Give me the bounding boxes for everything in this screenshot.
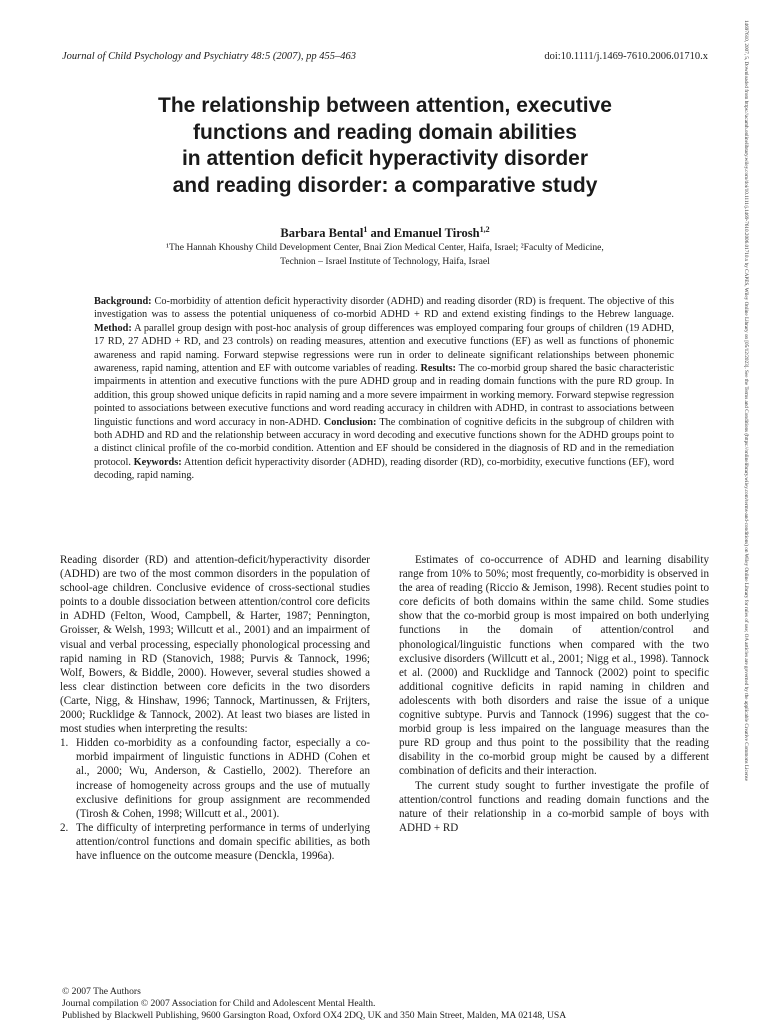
- results-label: Results:: [420, 363, 456, 375]
- title-line: in attention deficit hyperactivity disorder: [181, 147, 589, 170]
- list-item: [60, 736, 370, 821]
- keywords-label: Keywords:: [133, 456, 182, 468]
- footer-line: © 2007 The Authors: [62, 986, 141, 997]
- footer-line: Published by Blackwell Publishing, 9600 Garsington Road, Oxford OX4 2DQ, UK and 350 Main Street, Malden, MA 02148, USA: [62, 1010, 567, 1021]
- list-number: 1.: [60, 737, 69, 750]
- list-item: [60, 821, 370, 863]
- running-header: [62, 50, 708, 64]
- copyright-footer: [62, 986, 722, 1022]
- abstract: [94, 295, 674, 483]
- author-name: Emanuel Tirosh: [393, 226, 480, 241]
- author-affil-mark: 1: [363, 225, 368, 234]
- title-line: functions and reading domain abilities: [193, 120, 577, 144]
- journal-citation: Journal of Child Psychology and Psychiatry 48:5 (2007), pp 455–463: [62, 51, 356, 62]
- author-affil-mark: 1,2: [479, 225, 490, 234]
- list-text: The difficulty of interpreting performance in terms of underlying attention/control functions and domain specific abilities, as both have influence on the outcome measure (Denckla, 1996a).: [76, 821, 370, 862]
- author-list: [60, 222, 710, 241]
- list-text: Hidden co-morbidity as a confounding factor, especially a co-morbid impairment of linguistic functions in ADHD (Cohen et al., 2000; Wu, Anderson, & Castiello, 2002). Therefore an increase of homogeneity across groups and the use of mutually exclusive definitions for group assignment are recommended (Tirosh & Cohen, 1998; Willcutt et al., 2001).: [76, 737, 370, 820]
- results-text: The co-morbid group shared the basic characteristic impairments in attention and executive functions with the pure ADHD group and in reading domain functions with the pure RD group. In addition, this group showed unique deficits in rapid naming and a more severe impairment in working memory. Forward stepwise regression pointed to associations between executive functions and word reading accuracy in children with ADHD, in contrast to associations between linguistic functions and word accuracy in non-ADHD.: [94, 363, 674, 428]
- body-paragraph: Reading disorder (RD) and attention-deficit/hyperactivity disorder (ADHD) are two of the most common disorders in the population of school-age children. Conclusive evidence of cross-sectional studies points to a double dissociation between attention/control core deficits in ADHD (Felton, Wood, Campbell, & Harter, 1987; Pennington, Groisser, & Welsh, 1993; Willcutt et al., 2001) and an impairment of visual and verbal processing, especially phonological processing and rapid naming in RD (Stanovich, 1988; Purvis & Tannock, 1996; Wolf, Bowers, & Biddle, 2000). However, several studies showed a less clear distinction between core deficits in the two disorders (Carte, Nigg, & Hinshaw, 1996; Tannock, Martinussen, & Frijters, 2000; Rucklidge & Tannock, 2002). At least two biases are listed in most studies when interpreting the results:: [60, 554, 370, 736]
- body-paragraph: Estimates of co-occurrence of ADHD and learning disability range from 10% to 50%; most frequently, co-morbidity is observed in the area of reading (Riccio & Jemison, 1998). Recent studies point to core deficits of both domains within the same child. Some studies show that the co-morbid group is most impaired on both underlying functions in the domain of attention/control and phonological/linguistic functions when compared with the two exclusive disorders (Willcutt et al., 2001; Nigg et al., 1998). Tannock et al. (2000) and Rucklidge and Tannock (2002) point to specific additional cognitive deficits in rapid naming in children and adolescents with both disorders and raise the issue of a unique cognitive subtype. Purvis and Tannock (1996) suggest that the co-morbid group is less impaired on the language measures than the pure RD group and thus point to the possibility that the reading disability in the co-morbid group might be caused by a different combination of deficits and their interaction.: [399, 554, 709, 778]
- article-title: [60, 93, 710, 199]
- download-sidebar: [737, 20, 761, 1020]
- author-separator: and: [367, 226, 394, 241]
- conclusion-text: The combination of cognitive deficits in the subgroup of children with both ADHD and RD and the relationship between accuracy in word decoding and executive functions shown for the ADHD groups point to a distinct clinical profile of the co-morbid condition. Attention and EF should be considered in the diagnosis of RD and in the remediation protocol.: [94, 416, 674, 468]
- method-label: Method:: [94, 322, 132, 334]
- doi-link[interactable]: doi:10.1111/j.1469-7610.2006.01710.x: [544, 51, 708, 62]
- author-name: Barbara Bental: [280, 226, 364, 241]
- conclusion-label: Conclusion:: [323, 416, 377, 428]
- keywords-text: Attention deficit hyperactivity disorder (ADHD), reading disorder (RD), co-morbidity, executive functions (EF), word decoding, rapid naming.: [94, 456, 674, 482]
- body-column-right: [399, 553, 709, 835]
- affiliations: [80, 241, 690, 268]
- background-label: Background:: [94, 296, 152, 307]
- body-paragraph: The current study sought to further investigate the profile of attention/control functions and reading domain functions and the nature of their relationship in a co-morbid sample of boys with ADHD + RD: [399, 779, 709, 834]
- body-column-left: [60, 553, 370, 863]
- list-number: 2.: [60, 821, 69, 834]
- affiliation-line: ¹The Hannah Khoushy Child Development Center, Bnai Zion Medical Center, Haifa, Israel; ²Faculty of Medicine,: [166, 242, 604, 253]
- background-text: Co-morbidity of attention deficit hyperactivity disorder (ADHD) and reading disorder (RD) is frequent. The objective of this investigation was to assess the potential uniqueness of co-morbid ADHD + RD and extend existing findings to the Hebrew language.: [94, 296, 674, 321]
- title-line: and reading disorder: a comparative study: [172, 173, 598, 197]
- method-text: A parallel group design with post-hoc analysis of group differences was employed comparing four groups of children (19 ADHD, 17 RD, 27 ADHD + RD, and 23 controls) on reading measures, attention and executive functions (EF) as well as functions of phonemic awareness and rapid naming. Forward stepwise regressions were run in order to delineate significant relationships between phonemic awareness, rapid naming, attention and EF with outcome variables of reading.: [94, 322, 674, 375]
- affiliation-line: Technion – Israel Institute of Technology, Haifa, Israel: [280, 255, 490, 267]
- footer-line: Journal compilation © 2007 Association for Child and Adolescent Mental Health.: [62, 998, 376, 1009]
- title-line: The relationship between attention, executive: [158, 94, 612, 117]
- download-notice: 14697610, 2007, 5, Downloaded from https://acamh.onlinelibrary.wiley.com/doi/10.1111/j.1469-7610.2006.01710.x by CAPES, Wiley Online Library on [05/12/2023]. See the Terms and Conditions (https://onlinelibrary.wiley.com/terms-and-conditions) on Wiley Online Library for rules of use; OA articles are governed by the applicable Creative Commons License: [743, 20, 749, 782]
